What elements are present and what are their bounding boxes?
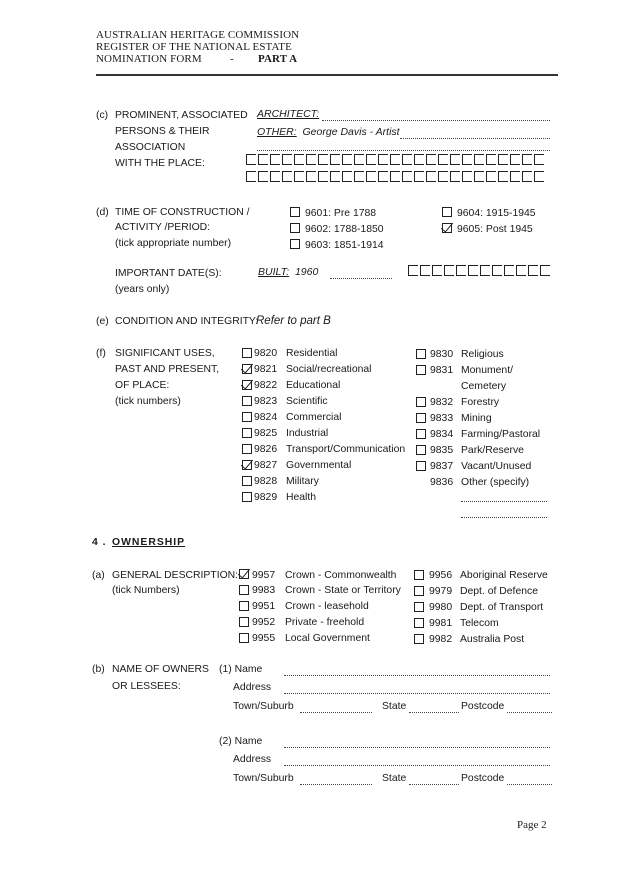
own-9951-code: 9951 bbox=[252, 601, 276, 612]
checkbox-9603[interactable] bbox=[290, 239, 300, 249]
own-9983-code: 9983 bbox=[252, 585, 276, 596]
use-9834-label: Farming/Pastoral bbox=[461, 429, 541, 440]
header-dash: - bbox=[230, 53, 234, 65]
own-9980-code: 9980 bbox=[429, 602, 453, 613]
general-description-sub: (tick Numbers) bbox=[112, 585, 180, 596]
association-extra-line[interactable] bbox=[257, 149, 550, 151]
option-9602-label: 9602: 1788-1850 bbox=[305, 224, 384, 235]
other-specify-line-1[interactable] bbox=[461, 500, 547, 502]
use-9833-label: Mining bbox=[461, 413, 492, 424]
use-9835-code: 9835 bbox=[430, 445, 454, 456]
checkbox-9980[interactable] bbox=[414, 602, 424, 612]
own-9983-label: Crown - State or Territory bbox=[285, 585, 401, 596]
own-9956-label: Aboriginal Reserve bbox=[460, 570, 548, 581]
own-9980-label: Dept. of Transport bbox=[460, 602, 544, 613]
own-9956-code: 9956 bbox=[429, 570, 453, 581]
checkbox-9828[interactable] bbox=[242, 476, 252, 486]
own-9982-label: Australia Post bbox=[460, 634, 525, 645]
option-9605-label: 9605: Post 1945 bbox=[457, 224, 533, 235]
checkbox-9604[interactable] bbox=[442, 207, 452, 217]
other-label: OTHER: bbox=[257, 126, 297, 138]
use-9832-code: 9832 bbox=[430, 397, 454, 408]
other-specify-line-2[interactable] bbox=[461, 516, 547, 518]
architect-field[interactable] bbox=[322, 119, 550, 121]
section-f-label-3: OF PLACE: bbox=[115, 380, 170, 391]
checkbox-9983[interactable] bbox=[239, 585, 249, 595]
code-cells-row-1 bbox=[246, 154, 544, 165]
option-9601-label: 9601: Pre 1788 bbox=[305, 208, 377, 219]
checkbox-9951[interactable] bbox=[239, 601, 249, 611]
important-dates-label: IMPORTANT DATE(S): bbox=[115, 268, 222, 279]
owner-2-state-label: State bbox=[382, 773, 407, 784]
own-9957-label: Crown - Commonwealth bbox=[285, 570, 397, 581]
use-9827-label: Governmental bbox=[286, 460, 352, 471]
checkbox-9823[interactable] bbox=[242, 396, 252, 406]
own-9979-label: Dept. of Defence bbox=[460, 586, 538, 597]
code-cells-row-2 bbox=[246, 171, 544, 182]
owner-1-state-label: State bbox=[382, 701, 407, 712]
use-9828-label: Military bbox=[286, 476, 319, 487]
check-mark-icon bbox=[241, 456, 253, 469]
use-9826-label: Transport/Communication bbox=[286, 444, 406, 455]
section-4a-letter: (a) bbox=[92, 570, 105, 581]
general-description-label: GENERAL DESCRIPTION: bbox=[112, 570, 239, 581]
checkbox-9825[interactable] bbox=[242, 428, 252, 438]
option-9604-label: 9604: 1915-1945 bbox=[457, 208, 536, 219]
use-9825-label: Industrial bbox=[286, 428, 329, 439]
header-line-1: AUSTRALIAN HERITAGE COMMISSION bbox=[96, 29, 300, 41]
owner-2-postcode-field[interactable] bbox=[507, 783, 552, 785]
ownership-number: 4 . bbox=[92, 537, 107, 548]
checkbox-9981[interactable] bbox=[414, 618, 424, 628]
checkbox-9827[interactable] bbox=[242, 460, 252, 470]
owner-2-name-label: (2) Name bbox=[219, 736, 263, 747]
owner-2-town-label: Town/Suburb bbox=[233, 773, 294, 784]
own-9952-code: 9952 bbox=[252, 617, 276, 628]
check-mark-icon bbox=[241, 360, 253, 373]
own-9982-code: 9982 bbox=[429, 634, 453, 645]
use-9828-code: 9828 bbox=[254, 476, 278, 487]
section-c-label-2: PERSONS & THEIR bbox=[115, 126, 210, 137]
page-number: Page 2 bbox=[517, 819, 547, 831]
checkbox-9982[interactable] bbox=[414, 634, 424, 644]
use-9820-code: 9820 bbox=[254, 348, 278, 359]
checkbox-9830[interactable] bbox=[416, 349, 426, 359]
built-field[interactable] bbox=[330, 277, 392, 279]
architect-label: ARCHITECT: bbox=[257, 108, 320, 120]
owner-2-state-field[interactable] bbox=[409, 783, 459, 785]
owner-2-address-field[interactable] bbox=[284, 764, 550, 766]
owner-1-address-label: Address bbox=[233, 682, 272, 693]
header-part: PART A bbox=[258, 53, 298, 65]
owner-1-town-label: Town/Suburb bbox=[233, 701, 294, 712]
owner-1-name-field[interactable] bbox=[284, 674, 550, 676]
owners-label-1: NAME OF OWNERS bbox=[112, 664, 209, 675]
section-c-label-3: ASSOCIATION bbox=[115, 142, 186, 153]
option-9603-label: 9603: 1851-1914 bbox=[305, 240, 384, 251]
use-9823-label: Scientific bbox=[286, 396, 328, 407]
owner-1-postcode-label: Postcode bbox=[461, 701, 505, 712]
owner-1-postcode-field[interactable] bbox=[507, 711, 552, 713]
section-f-label-2: PAST AND PRESENT, bbox=[115, 364, 220, 375]
use-9831-label: Monument/ bbox=[461, 365, 513, 376]
checkbox-9957[interactable] bbox=[239, 569, 249, 579]
owner-2-address-label: Address bbox=[233, 754, 272, 765]
use-9833-code: 9833 bbox=[430, 413, 454, 424]
own-9981-code: 9981 bbox=[429, 618, 453, 629]
built-label: BUILT: bbox=[258, 266, 290, 278]
use-9834-code: 9834 bbox=[430, 429, 454, 440]
own-9955-code: 9955 bbox=[252, 633, 276, 644]
use-9824-code: 9824 bbox=[254, 412, 278, 423]
use-9822-code: 9822 bbox=[254, 380, 278, 391]
use-9824-label: Commercial bbox=[286, 412, 342, 423]
section-d-label-3: (tick appropriate number) bbox=[115, 238, 232, 249]
checkbox-9824[interactable] bbox=[242, 412, 252, 422]
checkbox-9952[interactable] bbox=[239, 617, 249, 627]
checkbox-9826[interactable] bbox=[242, 444, 252, 454]
use-9837-code: 9837 bbox=[430, 461, 454, 472]
checkbox-9834[interactable] bbox=[416, 429, 426, 439]
section-d-letter: (d) bbox=[96, 207, 109, 218]
section-d-label-1: TIME OF CONSTRUCTION / bbox=[115, 207, 250, 218]
owner-2-name-field[interactable] bbox=[284, 746, 550, 748]
use-9835-label: Park/Reserve bbox=[461, 445, 524, 456]
check-mark-icon bbox=[238, 565, 250, 578]
checkbox-9979[interactable] bbox=[414, 586, 424, 596]
checkbox-9822[interactable] bbox=[242, 380, 252, 390]
checkbox-9602[interactable] bbox=[290, 223, 300, 233]
use-9821-label: Social/recreational bbox=[286, 364, 372, 375]
section-e-label: CONDITION AND INTEGRITY: bbox=[115, 316, 259, 327]
checkbox-9837[interactable] bbox=[416, 461, 426, 471]
check-mark-icon bbox=[241, 376, 253, 389]
use-9831-label-cont: Cemetery bbox=[461, 381, 507, 392]
use-9830-code: 9830 bbox=[430, 349, 454, 360]
checkbox-9601[interactable] bbox=[290, 207, 300, 217]
section-c-label-1: PROMINENT, ASSOCIATED bbox=[115, 110, 248, 121]
condition-value: Refer to part B bbox=[256, 315, 331, 327]
use-9829-label: Health bbox=[286, 492, 317, 503]
use-9836-label: Other (specify) bbox=[461, 477, 530, 488]
owners-label-2: OR LESSEES: bbox=[112, 681, 181, 692]
other-field[interactable] bbox=[400, 137, 550, 139]
section-f-label-4: (tick numbers) bbox=[115, 396, 181, 407]
own-9955-label: Local Government bbox=[285, 633, 370, 644]
checkbox-9956[interactable] bbox=[414, 570, 424, 580]
checkbox-9820[interactable] bbox=[242, 348, 252, 358]
own-9952-label: Private - freehold bbox=[285, 617, 365, 628]
use-9821-code: 9821 bbox=[254, 364, 278, 375]
section-d-label-2: ACTIVITY /PERIOD: bbox=[115, 222, 211, 233]
section-c-letter: (c) bbox=[96, 110, 109, 121]
section-4b-letter: (b) bbox=[92, 664, 105, 675]
own-9957-code: 9957 bbox=[252, 570, 276, 581]
section-f-label-1: SIGNIFICANT USES, bbox=[115, 348, 215, 359]
check-mark-icon bbox=[441, 219, 453, 232]
checkbox-9832[interactable] bbox=[416, 397, 426, 407]
use-9827-code: 9827 bbox=[254, 460, 278, 471]
owner-2-postcode-label: Postcode bbox=[461, 773, 505, 784]
other-entry bbox=[257, 126, 400, 138]
use-9832-label: Forestry bbox=[461, 397, 500, 408]
checkbox-9821[interactable] bbox=[242, 364, 252, 374]
use-9823-code: 9823 bbox=[254, 396, 278, 407]
ownership-heading: OWNERSHIP bbox=[112, 537, 186, 548]
owner-1-name-label: (1) Name bbox=[219, 664, 263, 675]
important-dates-sub: (years only) bbox=[115, 284, 170, 295]
built-entry bbox=[258, 266, 318, 278]
use-9836-code: 9836 bbox=[430, 477, 454, 488]
checkbox-9829[interactable] bbox=[242, 492, 252, 502]
owner-1-state-field[interactable] bbox=[409, 711, 459, 713]
own-9979-code: 9979 bbox=[429, 586, 453, 597]
owner-1-town-field[interactable] bbox=[300, 711, 372, 713]
use-9831-code: 9831 bbox=[430, 365, 454, 376]
use-9820-label: Residential bbox=[286, 348, 338, 359]
use-9829-code: 9829 bbox=[254, 492, 278, 503]
owner-1-address-field[interactable] bbox=[284, 692, 550, 694]
date-cells bbox=[408, 265, 550, 276]
section-c-label-4: WITH THE PLACE: bbox=[115, 158, 205, 169]
use-9822-label: Educational bbox=[286, 380, 341, 391]
checkbox-9605[interactable] bbox=[442, 223, 452, 233]
header-rule bbox=[96, 74, 558, 76]
checkbox-9835[interactable] bbox=[416, 445, 426, 455]
section-e-letter: (e) bbox=[96, 316, 109, 327]
use-9837-label: Vacant/Unused bbox=[461, 461, 532, 472]
built-value: 1960 bbox=[294, 266, 319, 278]
header-line-3: NOMINATION FORM bbox=[96, 53, 202, 65]
own-9951-label: Crown - leasehold bbox=[285, 601, 369, 612]
section-f-letter: (f) bbox=[96, 348, 106, 359]
checkbox-9831[interactable] bbox=[416, 365, 426, 375]
use-9825-code: 9825 bbox=[254, 428, 278, 439]
own-9981-label: Telecom bbox=[460, 618, 499, 629]
other-value: George Davis - Artist bbox=[302, 126, 400, 138]
checkbox-9955[interactable] bbox=[239, 633, 249, 643]
use-9830-label: Religious bbox=[461, 349, 504, 360]
checkbox-9833[interactable] bbox=[416, 413, 426, 423]
owner-2-town-field[interactable] bbox=[300, 783, 372, 785]
use-9826-code: 9826 bbox=[254, 444, 278, 455]
header-line-2: REGISTER OF THE NATIONAL ESTATE bbox=[96, 41, 292, 53]
